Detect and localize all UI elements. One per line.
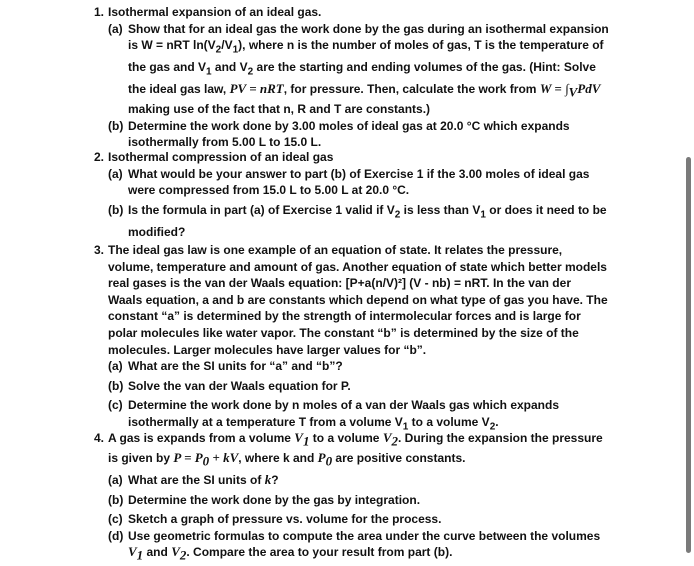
part-label: (b): [108, 378, 124, 393]
document-page: [0, 2, 694, 566]
part-label: (a): [108, 21, 123, 36]
problem-3-part-a: [108, 358, 680, 375]
part-label: (c): [108, 398, 123, 413]
problem-1-part-a: [108, 21, 680, 118]
part-text: What are the SI units of k?: [128, 471, 279, 487]
part-text: Show that for an ideal gas the work done by the gas during an isothermal expansion is W = nRT $\ln(V_2/V_1)$, where n is the number of moles of gas, T is the temperature of the gas and $V_1$ and $V_2$ are the starting and ending volumes of the gas. (Hint: Solve the ideal gas law, PV = nRT, for pressure. Then, calculate the work from $W = \int_VPdV$ making use of the fact that n, R and T are constants.): [128, 21, 609, 117]
part-text: Use geometric formulas to compute the area under the curve between the volumes $V_1$ and $V_2$. Compare the area to your result from part (b).: [128, 528, 601, 563]
part-text: Sketch a graph of pressure vs. volume for the process.: [128, 512, 442, 527]
part-label: (d): [108, 528, 124, 543]
problem-number: 3.: [93, 243, 104, 257]
part-label: (b): [108, 118, 124, 133]
scrollbar-thumb[interactable]: [686, 157, 691, 553]
part-text: Determine the work done by n moles of a van der Waals gas which expands isothermally at a temperature T from a volume $V_1$ to a volume $V_2$.: [128, 398, 560, 433]
part-label: (a): [108, 166, 123, 181]
problem-1-part-b: [108, 118, 680, 151]
problem-number: 4.: [93, 431, 104, 445]
part-text: What would be your answer to part (b) of Exercise 1 if the 3.00 moles of ideal gas were compressed from 15.0 L to 5.00 L at 20.0 °C.: [128, 166, 590, 198]
problem-text: A gas is expands from a volume $V_1$ to a volume $V_2$. During the expansion the pressure is given by $P = P_0$ + kV, where k and $P_0$ are positive constants.: [108, 430, 603, 469]
formula-ideal-gas-law: PV = nRT: [229, 81, 284, 97]
part-label: (c): [108, 512, 123, 527]
part-text: Is the formula in part (a) of Exercise 1 valid if $V_2$ is less than $V_1$ or does it need to be modified?: [128, 202, 607, 239]
part-text: Determine the work done by 3.00 moles of ideal gas at 20.0 °C which expands isothermally from 5.00 L to 15.0 L.: [128, 118, 570, 150]
formula-work-integral: W = ∫: [539, 81, 569, 97]
problem-2-part-a: [108, 166, 680, 199]
part-label: (b): [108, 492, 124, 507]
problem-1: [0, 4, 680, 151]
part-text: Solve the van der Waals equation for P.: [128, 378, 351, 393]
problem-4-part-a: [108, 472, 680, 489]
problem-text: The ideal gas law is one example of an equation of state. It relates the pressure, volume, temperature and amount of gas. Another equation of state which better models real gases is the van der Waals equation: [P+a(n/V)²] (V - nb) = nRT. In the van der Waals equation, a and b are constants which depend on what type of gas you have. The constant “a” is determined by the strength of intermolecular forces and is large for polar molecules like water vapor. The constant “b” is determined by the size of the molecules. Larger molecules have larger values for “b”.: [108, 243, 608, 357]
problem-4-part-d: [108, 528, 680, 565]
problem-4-part-c: [108, 511, 680, 528]
problem-title: Isothermal expansion of an ideal gas.: [108, 5, 322, 19]
problem-3-part-b: [108, 378, 680, 395]
problem-2: [0, 149, 680, 240]
part-text: Determine the work done by the gas by integration.: [128, 492, 421, 507]
problem-4-part-b: [108, 492, 680, 509]
problem-2-part-b: [108, 202, 680, 241]
part-label: (a): [108, 472, 123, 487]
part-text: What are the SI units for “a” and “b”?: [128, 359, 343, 374]
formula-pressure: P = P: [173, 449, 203, 465]
part-label: (a): [108, 359, 123, 374]
problem-4: [0, 430, 680, 564]
vertical-scrollbar[interactable]: [684, 0, 694, 566]
problem-title: Isothermal compression of an ideal gas: [108, 150, 334, 164]
problem-number: 1.: [93, 5, 104, 19]
problem-number: 2.: [93, 150, 104, 164]
problem-3: [0, 242, 680, 436]
part-label: (b): [108, 202, 124, 217]
